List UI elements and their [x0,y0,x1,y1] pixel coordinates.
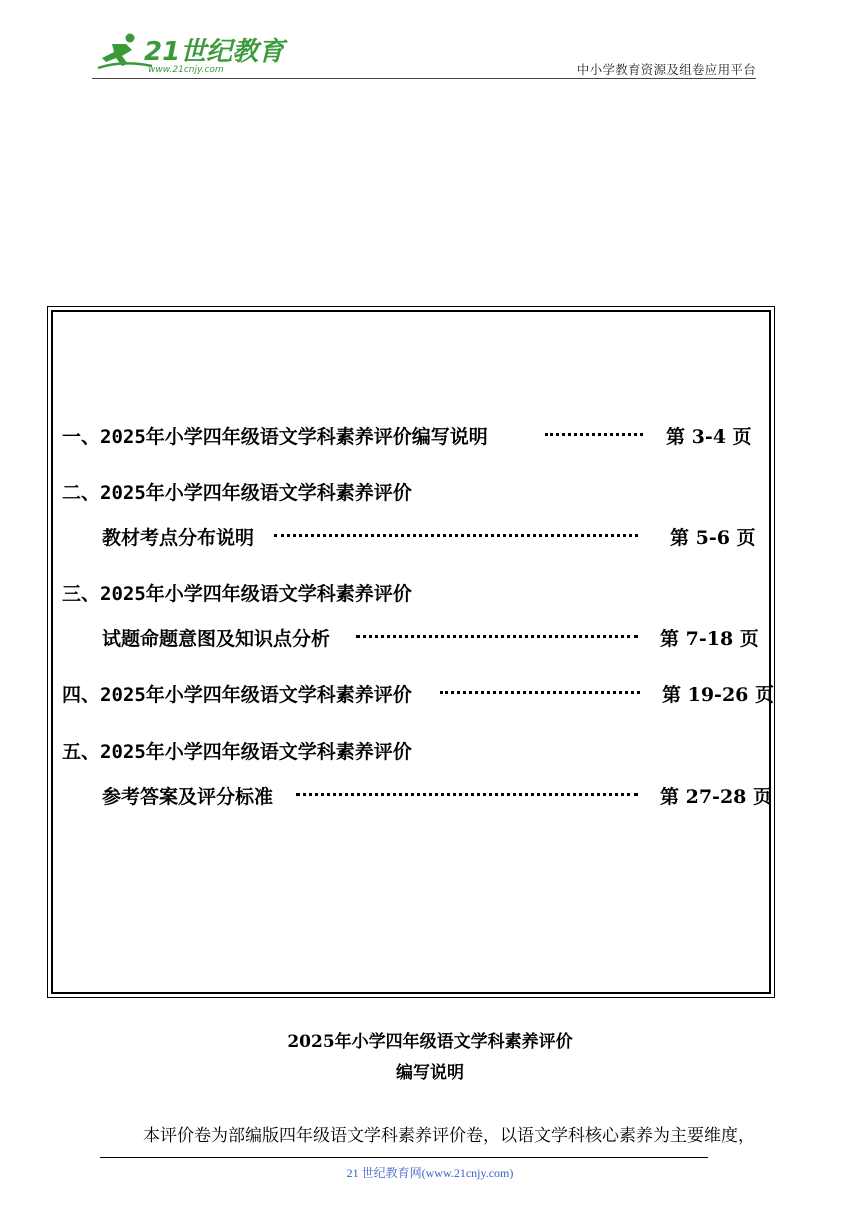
toc-entry-2 [62,478,412,505]
header-divider [92,78,756,79]
toc-title: 2025年小学四年级语文学科素养评价 [100,482,412,504]
toc-title: 2025年小学四年级语文学科素养评价 [100,583,412,605]
toc-box-inner-border [51,310,771,994]
toc-leader-dots [274,530,638,537]
toc-number: 五、 [62,741,101,763]
section-title: 2025年小学四年级语文学科素养评价 [287,1032,573,1052]
page-header [92,30,756,80]
toc-entry-1 [62,422,488,449]
toc-subtitle-3: 试题命题意图及知识点分析 [102,628,331,650]
toc-leader-dots [440,687,640,694]
toc-number: 三、 [62,583,101,605]
toc-page-2: 第 5-6 页 [670,527,756,549]
toc-page-3: 第 7-18 页 [660,628,759,650]
toc-entry-3 [62,579,412,606]
logo-text: 21世纪教育 [144,37,285,67]
toc-title: 2025年小学四年级语文学科素养评价 [100,741,412,763]
toc-title: 2025年小学四年级语文学科素养评价 [100,684,412,706]
toc-subtitle-5: 参考答案及评分标准 [102,786,274,808]
toc-entry-5 [62,737,412,764]
toc-page-1: 第 3-4 页 [666,426,752,448]
toc-box [47,306,775,998]
logo-url: www.21cnjy.com [148,65,224,75]
toc-title: 2025年小学四年级语文学科素养评价编写说明 [100,426,488,448]
toc-subtitle-2: 教材考点分布说明 [102,527,255,549]
toc-number: 四、 [62,684,101,706]
toc-leader-dots [356,631,638,638]
toc-leader-dots [545,429,643,436]
footer-link[interactable]: 21 世纪教育网(www.21cnjy.com) [346,1166,514,1180]
toc-page-5: 第 27-28 页 [660,786,772,808]
toc-leader-dots [296,789,638,796]
runner-logo-icon [92,30,285,76]
toc-page-4: 第 19-26 页 [662,684,774,706]
toc-number: 二、 [62,482,101,504]
footer-divider [100,1157,708,1158]
logo [92,30,285,76]
body-paragraph: 本评价卷为部编版四年级语文学科素养评价卷，以语文学科核心素养为主要维度， [143,1126,755,1146]
toc-number: 一、 [62,426,101,448]
section-subtitle: 编写说明 [396,1063,464,1083]
toc-entry-4 [62,680,412,707]
platform-name: 中小学教育资源及组卷应用平台 [576,62,756,77]
